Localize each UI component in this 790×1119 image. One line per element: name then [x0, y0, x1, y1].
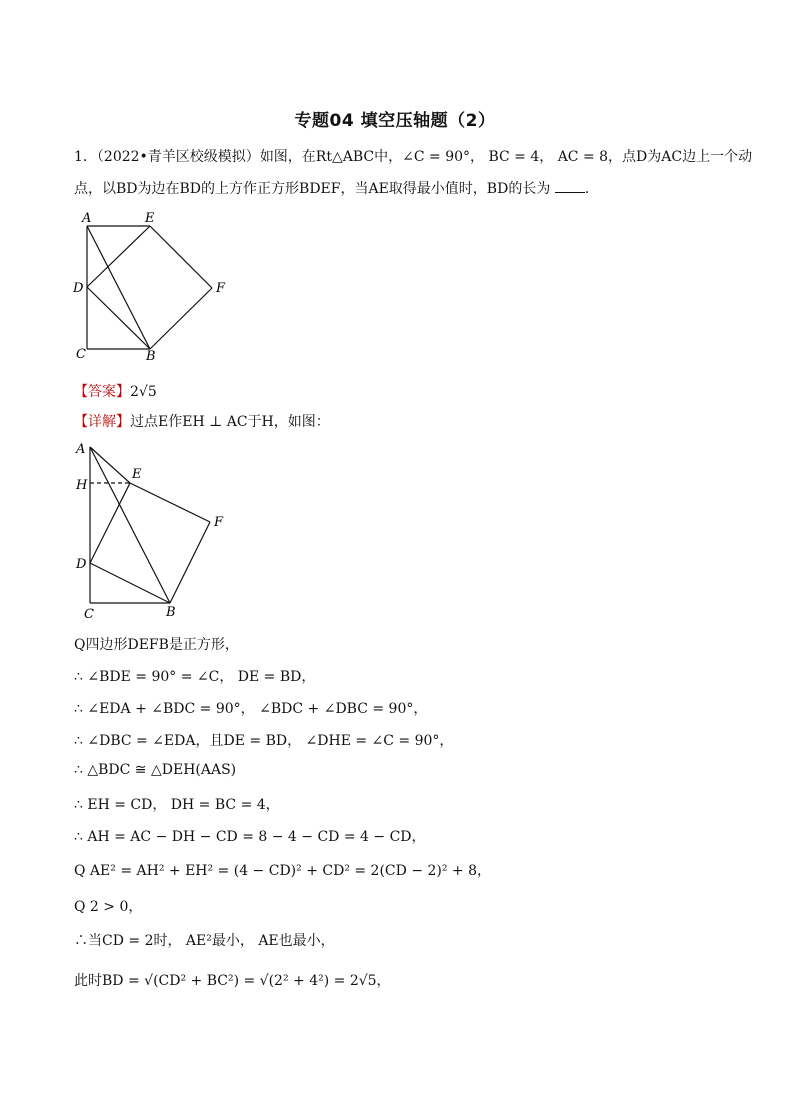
step-line: ∴ ∠BDE = 90° = ∠C， DE = BD， [74, 669, 316, 685]
detail-label: 【详解】 [74, 414, 130, 430]
step-line: 此时BD = √(CD² + BC²) = √(2² + 4²) = 2√5， [74, 973, 391, 989]
figure-1-diagram [72, 206, 242, 366]
detail-text: 过点E作EH ⊥ AC于H，如图： [130, 414, 330, 430]
step-line: Q AE² = AH² + EH² = (4 − CD)² + CD² = 2(CD − 2)² + 8， [74, 863, 492, 879]
figure-2-diagram [70, 438, 240, 628]
fig1-label-f: F [216, 281, 226, 296]
answer-blank [555, 180, 585, 193]
question-line-1 [74, 146, 752, 166]
detail-line [74, 411, 330, 431]
step-line: Q四边形DEFB是正方形， [74, 637, 239, 653]
fig1-label-b: B [146, 349, 156, 364]
fig2-label-e: E [132, 467, 142, 482]
answer-label: 【答案】 [74, 384, 130, 400]
fig2-label-c: C [84, 607, 94, 622]
step-line: ∴ ∠EDA + ∠BDC = 90°， ∠BDC + ∠DBC = 90°， [74, 701, 428, 717]
fig2-label-a: A [76, 442, 86, 457]
step-line: ∴当CD = 2时， AE²最小， AE也最小， [74, 933, 335, 949]
answer-value: 2√5 [130, 384, 157, 400]
step-line: Q 2 > 0， [74, 899, 143, 915]
question-text-b: 点，以BD为边在BD的上方作正方形BDEF，当AE取得最小值时，BD的长为 [74, 181, 551, 197]
step-line: ∴ ∠DBC = ∠EDA，且DE = BD， ∠DHE = ∠C = 90°， [74, 733, 454, 749]
fig1-label-d: D [73, 281, 84, 296]
question-line-2: 点，以BD为边在BD的上方作正方形BDEF，当AE取得最小值时，BD的长为 . [74, 181, 590, 197]
step-line: ∴ AH = AC − DH − CD = 8 − 4 − CD = 4 − CD， [74, 829, 426, 845]
fig2-label-f: F [214, 515, 224, 530]
step-line: ∴ △BDC ≅ △DEH(AAS) [74, 762, 237, 778]
fig1-label-c: C [76, 347, 86, 362]
answer-line [74, 381, 157, 401]
question-source: （2022•青羊区校级模拟） [96, 149, 260, 165]
step-line: ∴ EH = CD， DH = BC = 4， [74, 797, 280, 813]
fig1-label-a: A [82, 211, 92, 226]
question-text-a: 如图，在Rt△ABC中，∠C = 90°， BC = 4， AC = 8，点D为AC边上一个动 [259, 149, 753, 165]
fig2-label-d: D [76, 557, 87, 572]
fig2-label-h: H [76, 478, 88, 493]
fig2-label-b: B [166, 605, 176, 620]
page-title: 专题04 填空压轴题（2） [294, 111, 496, 131]
fig1-label-e: E [145, 211, 155, 226]
question-number: 1． [74, 149, 97, 165]
